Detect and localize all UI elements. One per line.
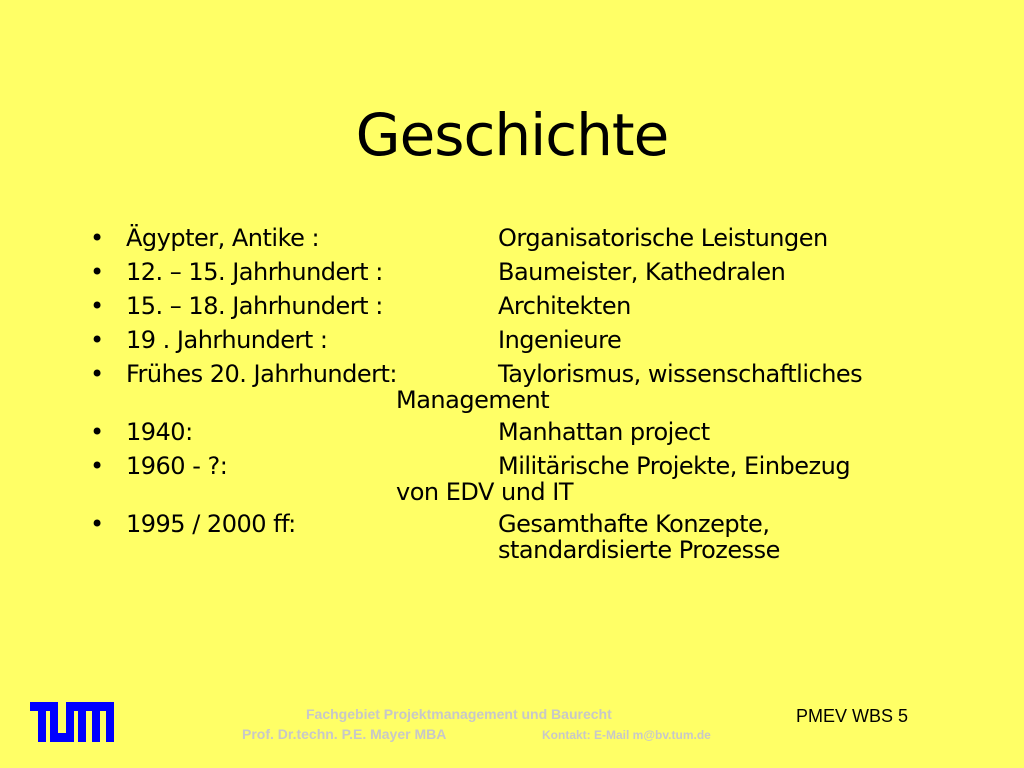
period-label: 1960 - ?: bbox=[126, 452, 228, 480]
description-continuation: standardisierte Prozesse bbox=[498, 536, 780, 564]
slide-number: PMEV WBS 5 bbox=[796, 706, 909, 726]
period-label: Ägypter, Antike : bbox=[126, 224, 320, 252]
list-item bbox=[90, 258, 990, 286]
period-label: 15. – 18. Jahrhundert : bbox=[126, 292, 383, 320]
tum-logo-icon bbox=[30, 700, 114, 744]
description-continuation: von EDV und IT bbox=[396, 478, 574, 506]
period-description: Militärische Projekte, Einbezug bbox=[498, 452, 851, 480]
bullet-icon: • bbox=[90, 326, 104, 354]
tum-logo bbox=[30, 700, 114, 748]
bullet-icon: • bbox=[90, 510, 104, 538]
footer-professor: Prof. Dr.techn. P.E. Mayer MBA bbox=[242, 726, 447, 742]
slide-title: Geschichte bbox=[355, 101, 669, 169]
footer-department: Fachgebiet Projektmanagement und Baurecht bbox=[306, 706, 612, 722]
period-label: Frühes 20. Jahrhundert: bbox=[126, 360, 397, 388]
list-item bbox=[90, 292, 990, 320]
footer-contact: Kontakt: E-Mail m@bv.tum.de bbox=[542, 728, 711, 742]
list-item bbox=[90, 326, 990, 354]
list-item bbox=[90, 418, 990, 446]
history-list bbox=[90, 224, 990, 568]
list-item bbox=[90, 510, 990, 562]
period-description: Manhattan project bbox=[498, 418, 710, 446]
bullet-icon: • bbox=[90, 452, 104, 480]
list-item bbox=[90, 452, 990, 504]
list-item bbox=[90, 224, 990, 252]
bullet-icon: • bbox=[90, 224, 104, 252]
description-continuation: Management bbox=[396, 386, 550, 414]
period-label: 1940: bbox=[126, 418, 193, 446]
period-description: Baumeister, Kathedralen bbox=[498, 258, 786, 286]
period-label: 1995 / 2000 ff: bbox=[126, 510, 296, 538]
period-description: Gesamthafte Konzepte, bbox=[498, 510, 770, 538]
period-label: 19 . Jahrhundert : bbox=[126, 326, 328, 354]
period-label: 12. – 15. Jahrhundert : bbox=[126, 258, 383, 286]
period-description: Taylorismus, wissenschaftliches bbox=[498, 360, 863, 388]
period-description: Ingenieure bbox=[498, 326, 622, 354]
bullet-icon: • bbox=[90, 360, 104, 388]
bullet-icon: • bbox=[90, 292, 104, 320]
period-description: Architekten bbox=[498, 292, 631, 320]
bullet-icon: • bbox=[90, 258, 104, 286]
bullet-icon: • bbox=[90, 418, 104, 446]
period-description: Organisatorische Leistungen bbox=[498, 224, 828, 252]
list-item bbox=[90, 360, 990, 412]
